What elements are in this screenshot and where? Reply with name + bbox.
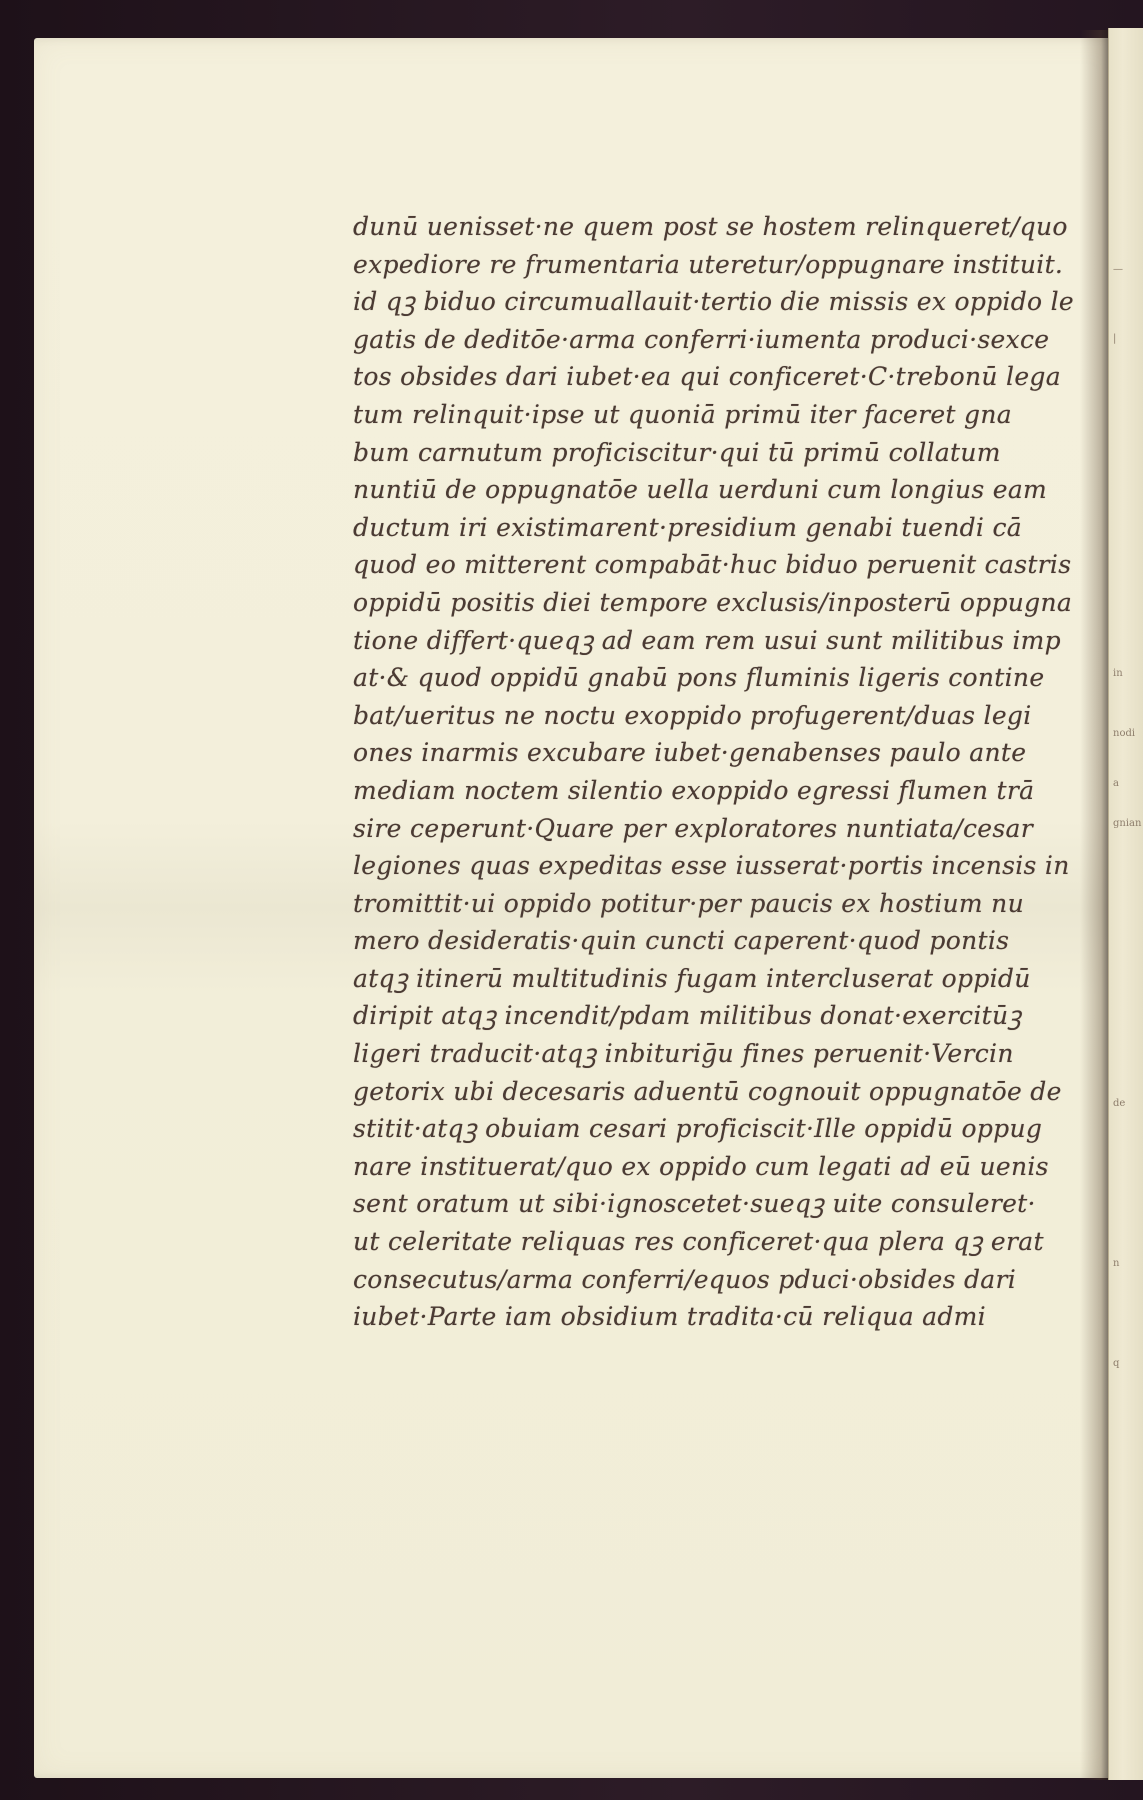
manuscript-line-25: stitit·atqꝫ obuiam cesari proficiscit·Ille oppidū oppug: [353, 1114, 1043, 1144]
facing-page-fragment: nodi: [1113, 728, 1136, 739]
facing-page-fragment: q: [1113, 1358, 1120, 1369]
manuscript-line-26: nare instituerat/quo ex oppido cum legati ad eū uenis: [353, 1151, 1049, 1181]
facing-page-fragment: n: [1113, 1258, 1120, 1269]
manuscript-line-7: bum carnutum proficiscitur·qui tū primū collatum: [353, 437, 1001, 467]
page-gutter: [1080, 30, 1110, 1780]
facing-page-edge: [1108, 28, 1143, 1780]
manuscript-line-5: tos obsides dari iubet·ea qui conficeret·C·trebonū lega: [353, 362, 1061, 392]
manuscript-line-19: tromittit·ui oppido potitur·per paucis ex hostium nu: [353, 888, 1024, 918]
manuscript-line-27: sent oratum ut sibi·ignoscetet·sueqꝫ uite consuleret·: [353, 1189, 1036, 1219]
manuscript-line-18: legiones quas expeditas esse iusserat·portis incensis in: [353, 851, 1070, 881]
manuscript-line-11: oppidū positis diei tempore exclusis/inposterū oppugna: [353, 587, 1073, 617]
manuscript-line-21: atqꝫ itinerū multitudinis fugam intercluserat oppidū: [353, 963, 1031, 993]
manuscript-line-30: iubet·Parte iam obsidium tradita·cū reliqua admi: [353, 1302, 986, 1332]
manuscript-line-14: bat/ueritus ne noctu exoppido profugerent/duas legi: [353, 700, 1032, 730]
manuscript-line-13: at·& quod oppidū gnabū pons fluminis ligeris contine: [353, 663, 1045, 693]
manuscript-line-24: getorix ubi decesaris aduentū cognouit oppugnatōe de: [353, 1076, 1062, 1106]
manuscript-line-3: id qꝫ biduo circumuallauit·tertio die missis ex oppido le: [353, 287, 1075, 317]
manuscript-line-29: consecutus/arma conferri/equos pduci·obsides dari: [353, 1264, 1017, 1294]
manuscript-line-4: gatis de deditōe·arma conferri·iumenta produci·sexce: [353, 324, 1050, 354]
facing-page-fragment: a: [1113, 778, 1119, 789]
manuscript-line-9: ductum iri existimarent·presidium genabi tuendi cā: [353, 512, 1022, 542]
manuscript-line-10: quod eo mitterent compabāt·huc biduo peruenit castris: [353, 550, 1072, 580]
manuscript-line-8: nuntiū de oppugnatōe uella uerduni cum longius eam: [353, 475, 1048, 505]
manuscript-line-23: ligeri traducit·atqꝫ inbituriḡu fines peruenit·Vercin: [353, 1039, 1014, 1069]
manuscript-line-15: ones inarmis excubare iubet·genabenses paulo ante: [353, 738, 1027, 768]
facing-page-fragment: —: [1113, 264, 1123, 275]
manuscript-line-17: sire ceperunt·Quare per exploratores nuntiata/cesar: [353, 813, 1033, 843]
manuscript-text-block: [353, 208, 1083, 1336]
manuscript-line-6: tum relinquit·ipse ut quoniā primū iter faceret gna: [353, 399, 1012, 429]
facing-page-fragment: de: [1113, 1098, 1126, 1109]
manuscript-line-16: mediam noctem silentio exoppido egressi flumen trā: [353, 775, 1035, 805]
manuscript-line-28: ut celeritate reliquas res conficeret·qua plera qꝫ erat: [353, 1227, 1044, 1257]
manuscript-line-2: expediore re frumentaria uteretur/oppugnare instituit.: [353, 249, 1064, 279]
facing-page-fragment: in: [1113, 668, 1123, 679]
manuscript-line-20: mero desideratis·quin cuncti caperent·quod pontis: [353, 926, 1010, 956]
facing-page-fragment: |: [1113, 333, 1117, 344]
manuscript-line-1: dunū uenisset·ne quem post se hostem relinqueret/quo: [353, 212, 1068, 241]
facing-page-fragment: gnian: [1113, 818, 1142, 829]
manuscript-line-12: tione differt·queqꝫ ad eam rem usui sunt militibus imp: [353, 625, 1061, 655]
manuscript-line-22: diripit atqꝫ incendit/pdam militibus donat·exercitūꝫ: [353, 1001, 1022, 1031]
